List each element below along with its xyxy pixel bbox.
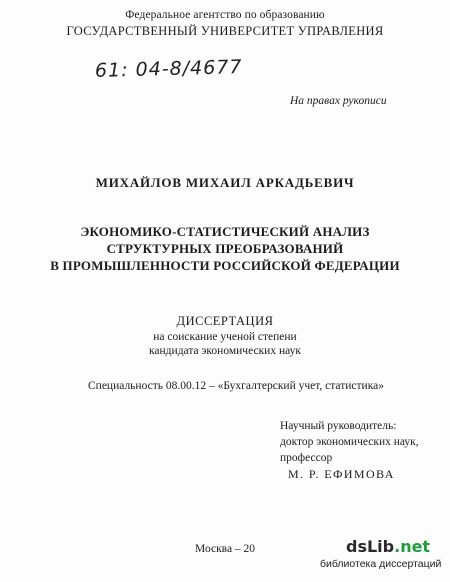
- thesis-title-line-2: СТРУКТУРНЫХ ПРЕОБРАЗОВАНИЙ: [106, 241, 344, 256]
- degree-line-1: на соискание ученой степени: [153, 331, 297, 343]
- agency-name: Федеральное агентство по образованию: [125, 9, 325, 21]
- supervisor-label: Научный руководитель:: [280, 420, 397, 432]
- author-name: МИХАЙЛОВ МИХАИЛ АРКАДЬЕВИЧ: [95, 175, 355, 190]
- supervisor-degree: доктор экономических наук,: [280, 436, 419, 448]
- thesis-title-line-3: В ПРОМЫШЛЕННОСТИ РОССИЙСКОЙ ФЕДЕРАЦИИ: [50, 258, 400, 273]
- handwritten-registration-code: 61: 04-8/4677: [94, 56, 243, 82]
- document-type: ДИССЕРТАЦИЯ: [176, 314, 274, 328]
- logo-tld-text: .net: [394, 537, 431, 556]
- specialty: Специальность 08.00.12 – «Бухгалтерский учет, статистика»: [88, 380, 384, 392]
- rights-note: На правах рукописи: [290, 95, 387, 107]
- city-year: Москва – 20: [195, 543, 256, 555]
- thesis-title-line-1: ЭКОНОМИКО-СТАТИСТИЧЕСКИЙ АНАЛИЗ: [80, 224, 370, 239]
- degree-line-2: кандидата экономических наук: [149, 345, 301, 357]
- supervisor-rank: профессор: [280, 452, 333, 464]
- logo-subtitle: библиотека диссертаций: [320, 558, 442, 570]
- university-name: ГОСУДАРСТВЕННЫЙ УНИВЕРСИТЕТ УПРАВЛЕНИЯ: [66, 24, 384, 38]
- supervisor-name: М. Р. ЕФИМОВА: [288, 467, 395, 481]
- dslib-logo[interactable]: [346, 537, 430, 556]
- logo-main-text: dsLib: [346, 537, 395, 556]
